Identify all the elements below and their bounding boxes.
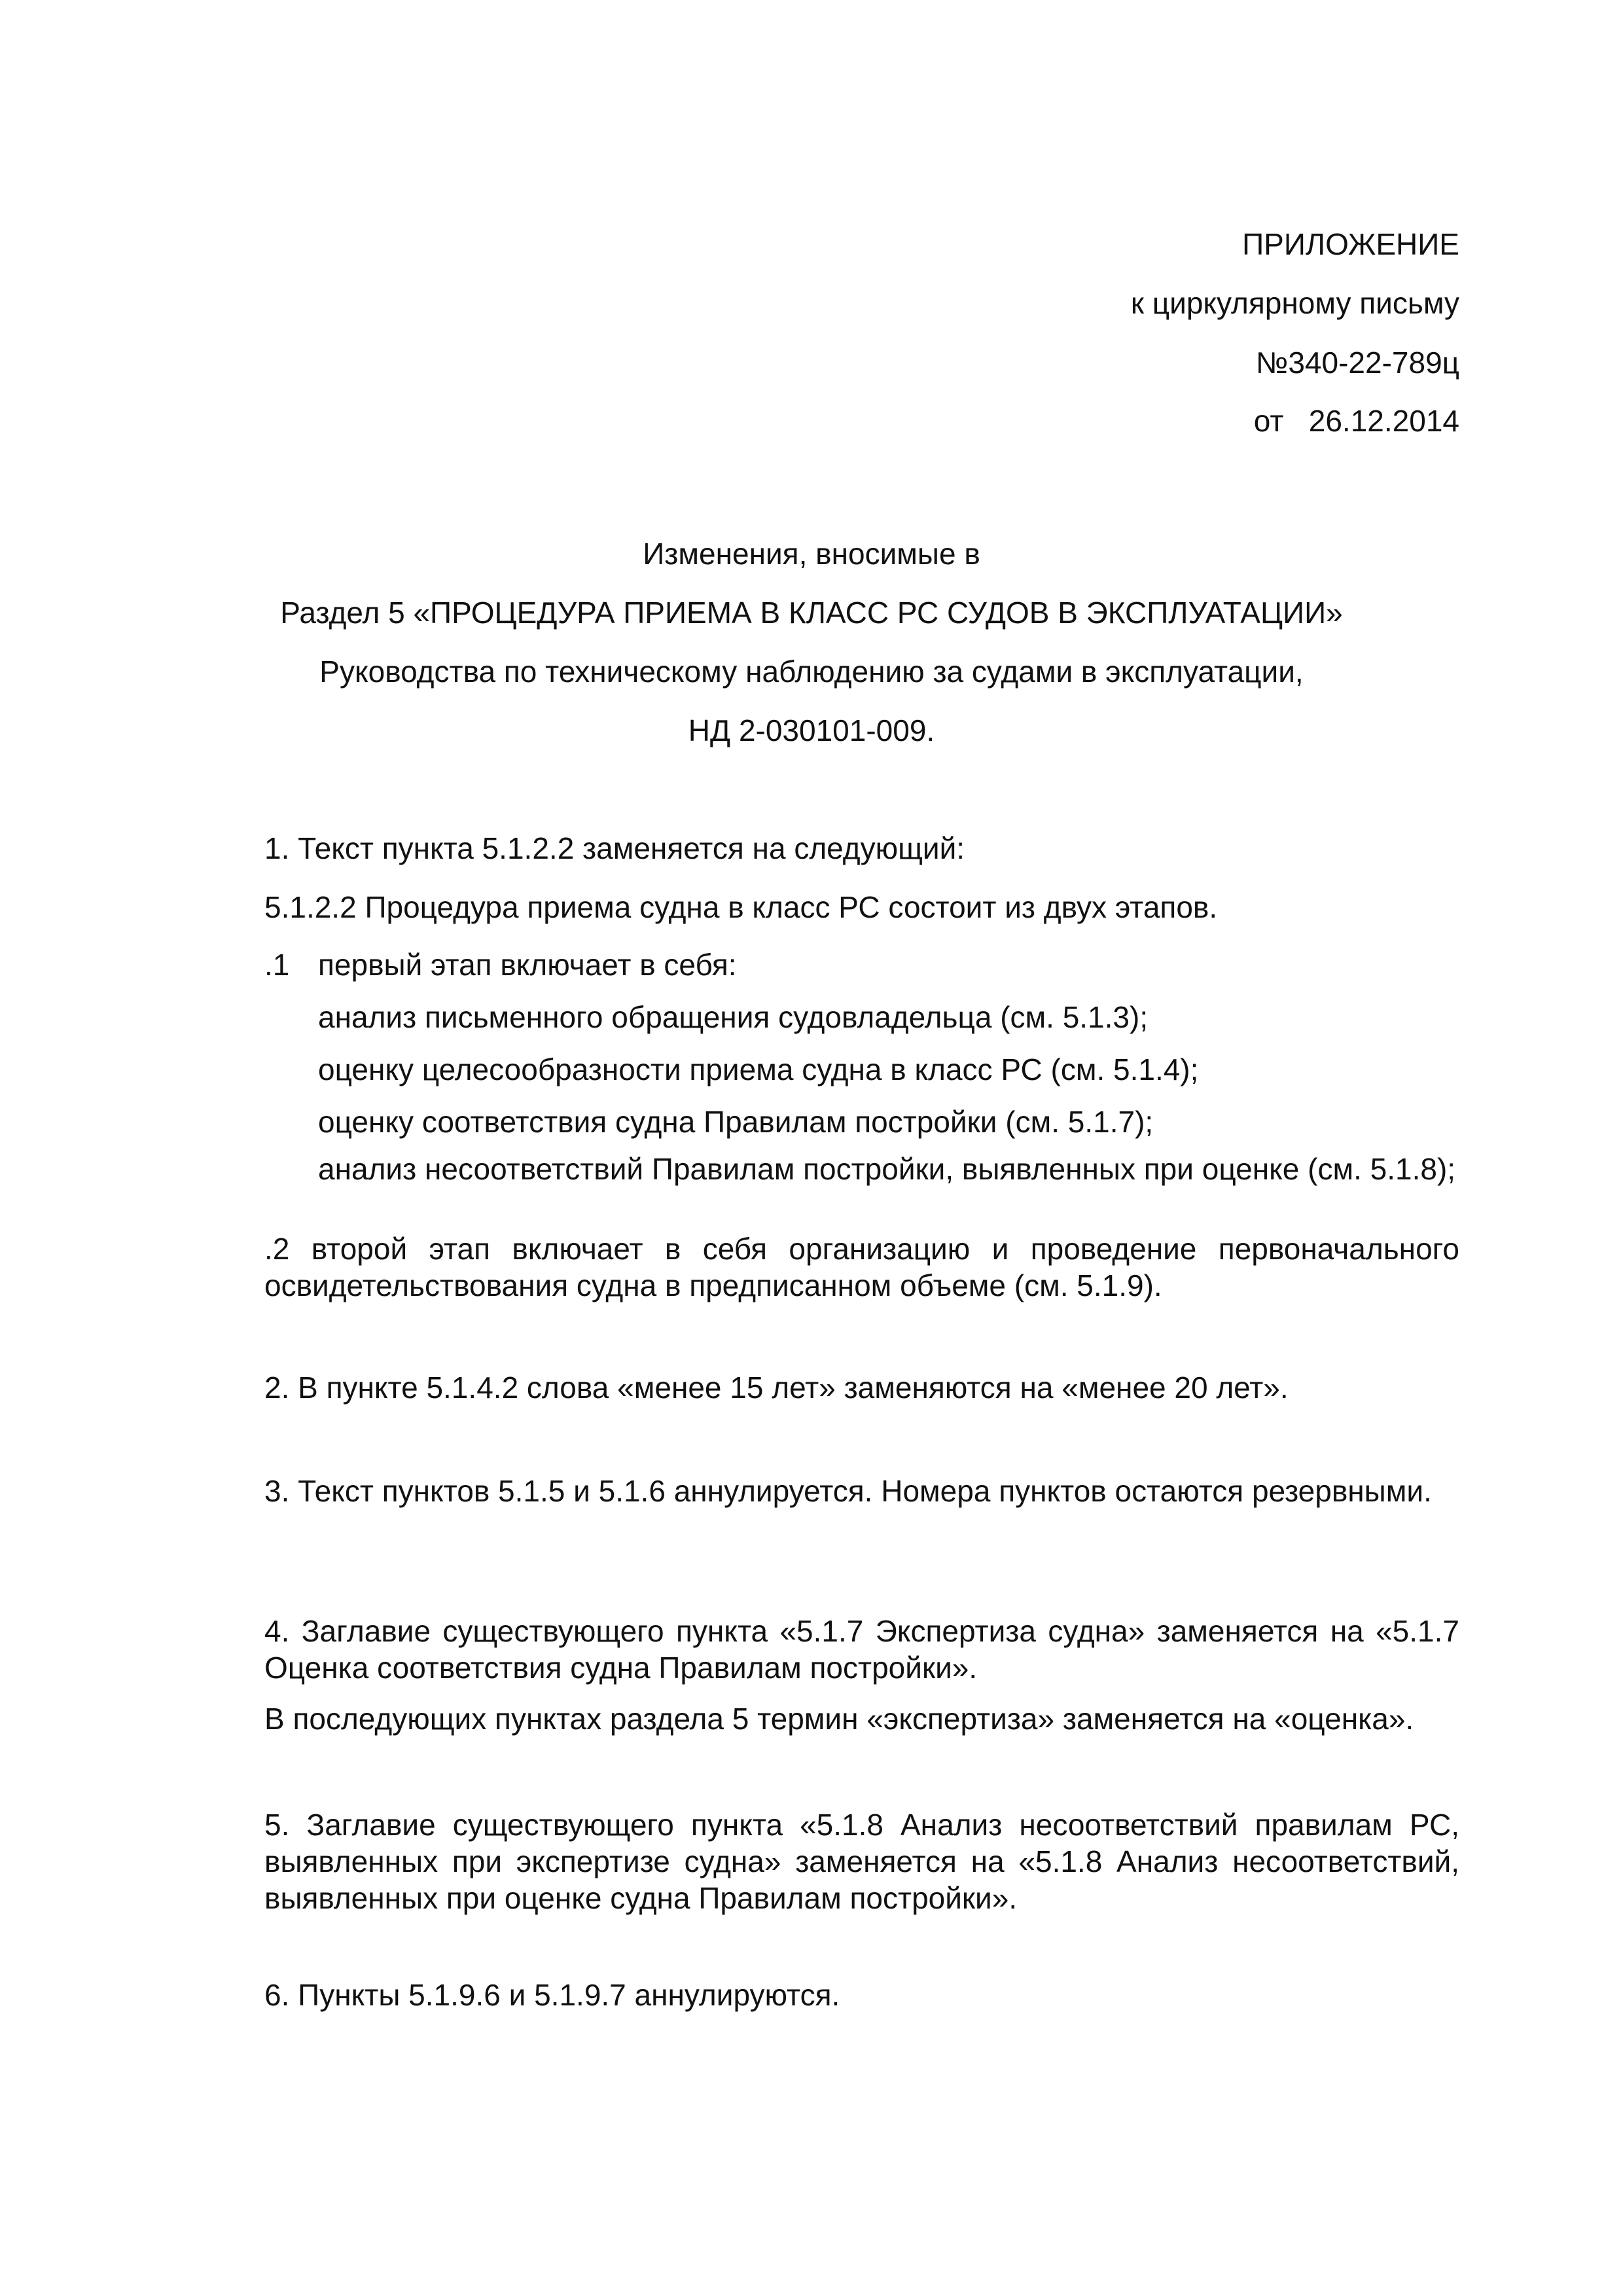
sub-item-1-text: первый этап включает в себя:: [318, 948, 737, 982]
title-line-1: Изменения, вносимые в: [643, 537, 980, 571]
letter-reference: к циркулярному письму: [1130, 286, 1459, 320]
list-item: оценку целесообразности приема судна в класс РС (см. 5.1.4);: [318, 1052, 1199, 1086]
item-4-extra: В последующих пунктах раздела 5 термин «экспертиза» заменяется на «оценка».: [264, 1702, 1414, 1736]
item-3-text: 3. Текст пунктов 5.1.5 и 5.1.6 аннулируется. Номера пунктов остаются резервными.: [264, 1474, 1432, 1508]
list-item: анализ письменного обращения судовладельца (см. 5.1.3);: [318, 1000, 1149, 1034]
title-line-4: НД 2-030101-009.: [688, 713, 935, 747]
item-2-text: 2. В пункте 5.1.4.2 слова «менее 15 лет» заменяются на «менее 20 лет».: [264, 1371, 1289, 1405]
appendix-label: ПРИЛОЖЕНИЕ: [1242, 227, 1459, 261]
item-5-text: 5. Заглавие существующего пункта «5.1.8 Анализ несоответствий правилам РС, выявленных при экспертизе судна» заменяется на «5.1.8 Анализ несоответствий, выявленных при оценке судна Правилам постройки».: [264, 1808, 1459, 1915]
item-1-text: 5.1.2.2 Процедура приема судна в класс РС состоит из двух этапов.: [264, 890, 1218, 924]
title-line-2: Раздел 5 «ПРОЦЕДУРА ПРИЕМА В КЛАСС РС СУДОВ В ЭКСПЛУАТАЦИИ»: [280, 596, 1343, 630]
title-line-3: Руководства по техническому наблюдению за судами в эксплуатации,: [319, 655, 1304, 689]
item-1-intro: 1. Текст пункта 5.1.2.2 заменяется на следующий:: [264, 831, 965, 865]
item-6-text: 6. Пункты 5.1.9.6 и 5.1.9.7 аннулируются.: [264, 1978, 840, 2012]
letter-number: №340-22-789ц: [1256, 346, 1459, 380]
list-item: анализ несоответствий Правилам постройки, выявленных при оценке (см. 5.1.8);: [318, 1152, 1456, 1186]
list-item: оценку соответствия судна Правилам постройки (см. 5.1.7);: [318, 1105, 1154, 1139]
letter-date: от 26.12.2014: [1253, 404, 1459, 438]
item-4-text: 4. Заглавие существующего пункта «5.1.7 Экспертиза судна» заменяется на «5.1.7 Оценка соответствия судна Правилам постройки».: [264, 1614, 1459, 1685]
sub-item-2-text: .2 второй этап включает в себя организацию и проведение первоначального освидетельствования судна в предписанном объеме (см. 5.1.9).: [264, 1232, 1459, 1302]
sub-item-1-number: .1: [264, 948, 290, 982]
